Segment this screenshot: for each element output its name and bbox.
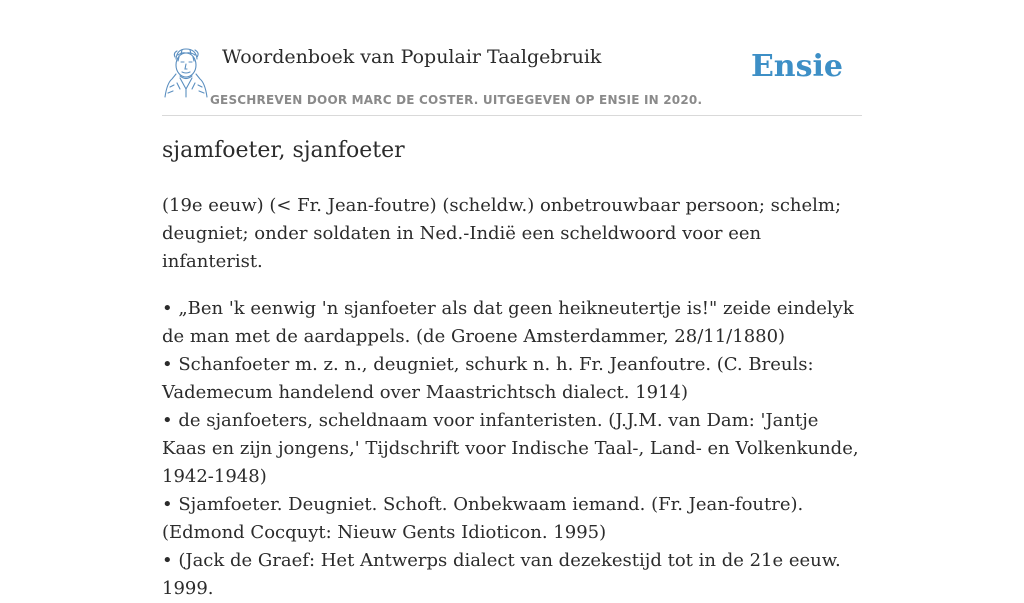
quote-item: • (Jack de Graef: Het Antwerps dialect van dezekestijd tot in de 21e eeuw. 1999.: [162, 550, 841, 599]
brand-logo-link[interactable]: Ensie: [750, 49, 843, 84]
quote-item: • de sjanfoeters, scheldnaam voor infanteristen. (J.J.M. van Dam: 'Jantje Kaas en zijn jongens,' Tijdschrift voor Indische Taal-, Land- en Volkenkunde, 1942-1948): [162, 410, 859, 487]
entry-title: sjamfoeter, sjanfoeter: [162, 138, 405, 163]
quote-item: • „Ben 'k eenwig 'n sjanfoeter als dat geen heikneutertje is!" zeide eindelyk de man met de aardappels. (de Groene Amsterdammer, 28/11/1880): [162, 298, 854, 347]
byline: GESCHREVEN DOOR MARC DE COSTER. UITGEGEVEN OP ENSIE IN 2020.: [210, 93, 703, 107]
site-header: [162, 40, 862, 116]
quote-list: [162, 295, 862, 603]
quote-item: • Schanfoeter m. z. n., deugniet, schurk n. h. Fr. Jeanfoutre. (C. Breuls: Vademecum handelend over Maastrichtsch dialect. 1914): [162, 354, 814, 403]
entry-definition: (19e eeuw) (< Fr. Jean-foutre) (scheldw.) onbetrouwbaar persoon; schelm; deugniet; onder soldaten in Ned.-Indië een scheldwoord voor een infanterist.: [162, 195, 842, 272]
entry-content: [162, 192, 862, 603]
book-title[interactable]: Woordenboek van Populair Taalgebruik: [222, 46, 602, 68]
quote-item: • Sjamfoeter. Deugniet. Schoft. Onbekwaam iemand. (Fr. Jean-foutre). (Edmond Cocquyt: Nieuw Gents Idioticon. 1995): [162, 494, 804, 543]
author-portrait-icon: [162, 45, 210, 99]
